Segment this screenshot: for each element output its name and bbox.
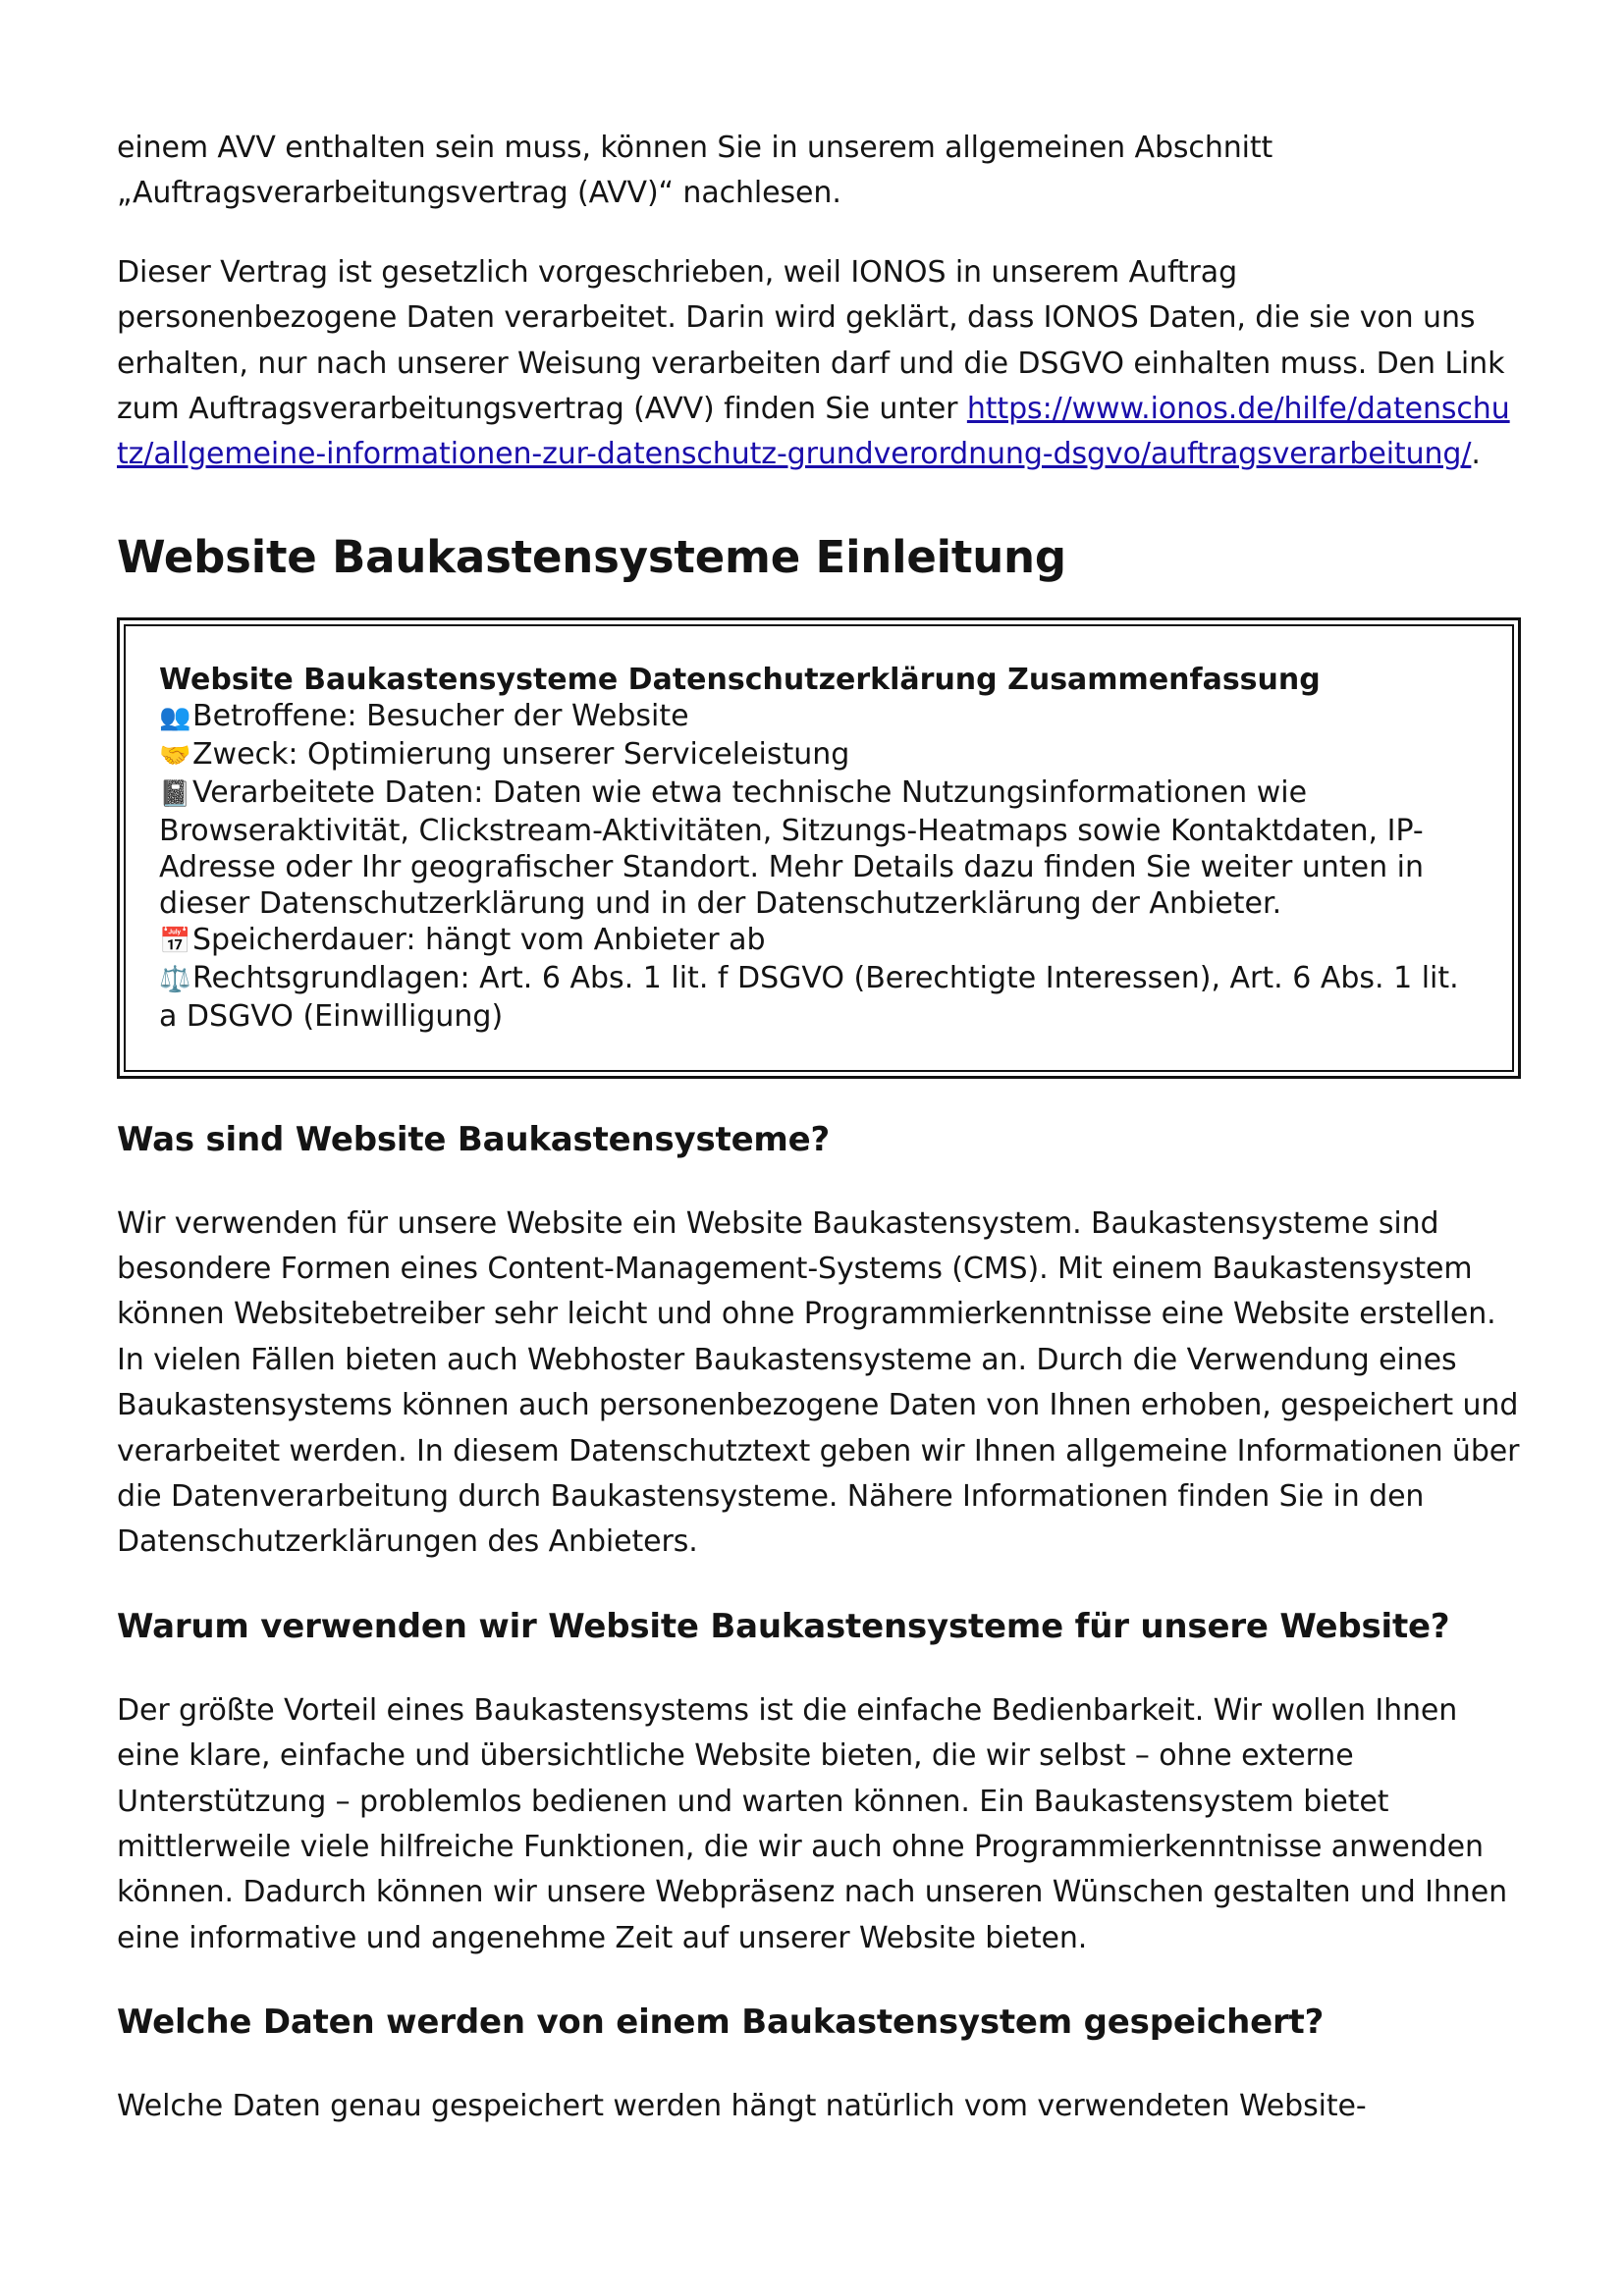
handshake-icon: 🤝: [159, 740, 191, 771]
paragraph-which: Welche Daten genau gespeichert werden hängt natürlich vom verwendeten Website-: [117, 2088, 1367, 2123]
summary-title: Website Baukastensysteme Datenschutzerklärung Zusammenfassung: [159, 662, 1321, 697]
avv-link[interactable]: https://www.ionos.de/hilfe/datenschutz/allgemeine-informationen-zur-datenschutz-grundverordnung-dsgvo/auftragsverarbeitung/: [117, 392, 1510, 472]
heading-why: Warum verwenden wir Website Baukastensysteme für unsere Website?: [117, 1606, 1450, 1646]
summary-item-data: [159, 774, 1479, 922]
paragraph-why: Der größte Vorteil eines Baukastensystems ist die einfache Bedienbarkeit. Wir wollen Ihnen eine klare, einfache und übersichtliche Website bieten, die wir selbst – ohne externe Unterstützung – problemlos bedienen und warten können. Ein Baukastensystem bietet mittlerweile viele hilfreiche Funktionen, die wir auch ohne Programmierkenntnisse anwenden können. Dadurch können wir unsere Webpräsenz nach unseren Wünschen gestalten und Ihnen eine informative und angenehme Zeit auf unserer Website bieten.: [117, 1692, 1507, 1955]
summary-item-text: Betroffene: Besucher der Website: [192, 698, 689, 733]
summary-item-purpose: [159, 736, 1479, 774]
calendar-icon: 📅: [159, 926, 191, 956]
summary-item-affected: [159, 698, 1479, 736]
section-title: Website Baukastensysteme Einleitung: [117, 530, 1066, 583]
document-page: [117, 126, 1521, 2129]
people-icon: 👥: [159, 702, 191, 732]
summary-item-storage: [159, 922, 1479, 960]
summary-box: [117, 617, 1521, 1079]
intro-paragraph-1: einem AVV enthalten sein muss, können Sie in unserem allgemeinen Abschnitt „Auftragsverarbeitungsvertrag (AVV)“ nachlesen.: [117, 131, 1273, 211]
summary-item-text: Rechtsgrundlagen: Art. 6 Abs. 1 lit. f DSGVO (Berechtigte Interessen), Art. 6 Abs. 1 lit. a DSGVO (Einwilligung): [159, 960, 1459, 1034]
heading-what: Was sind Website Baukastensysteme?: [117, 1119, 831, 1159]
summary-item-text: Speicherdauer: hängt vom Anbieter ab: [192, 922, 766, 957]
summary-item-text: Zweck: Optimierung unserer Serviceleistung: [192, 736, 850, 772]
notebook-icon: 📓: [159, 778, 191, 809]
intro-paragraph-2-end: .: [1471, 437, 1481, 472]
summary-item-text: Verarbeitete Daten: Daten wie etwa technische Nutzungsinformationen wie Browseraktivität, Clickstream-Aktivitäten, Sitzungs-Heatmaps sowie Kontaktdaten, IP-Adresse oder Ihr geografischer Standort. Mehr Details dazu finden Sie weiter unten in dieser Datenschutzerklärung und in der Datenschutzerklärung der Anbieter.: [159, 774, 1425, 921]
intro-paragraph-2-text: Dieser Vertrag ist gesetzlich vorgeschrieben, weil IONOS in unserem Auftrag personenbezogene Daten verarbeitet. Darin wird geklärt, dass IONOS Daten, die sie von uns erhalten, nur nach unserer Weisung verarbeiten darf und die DSGVO einhalten muss. Den Link zum Auftragsverarbeitungsvertrag (AVV) finden Sie unter: [117, 254, 1505, 427]
summary-item-legal: [159, 960, 1479, 1035]
paragraph-what: Wir verwenden für unsere Website ein Website Baukastensystem. Baukastensysteme sind besondere Formen eines Content-Management-Systems (CMS). Mit einem Baukastensystem können Websitebetreiber sehr leicht und ohne Programmierkenntnisse eine Website erstellen. In vielen Fällen bieten auch Webhoster Baukastensysteme an. Durch die Verwendung eines Baukastensystems können auch personenbezogene Daten von Ihnen erhoben, gespeichert und verarbeitet werden. In diesem Datenschutztext geben wir Ihnen allgemeine Informationen über die Datenverarbeitung durch Baukastensysteme. Nähere Informationen finden Sie in den Datenschutzerklärungen des Anbieters.: [117, 1205, 1520, 1560]
heading-which: Welche Daten werden von einem Baukastensystem gespeichert?: [117, 2002, 1325, 2043]
intro-paragraph-2: [117, 250, 1521, 478]
summary-box-inner: [124, 624, 1514, 1072]
scales-icon: ⚖️: [159, 964, 191, 994]
